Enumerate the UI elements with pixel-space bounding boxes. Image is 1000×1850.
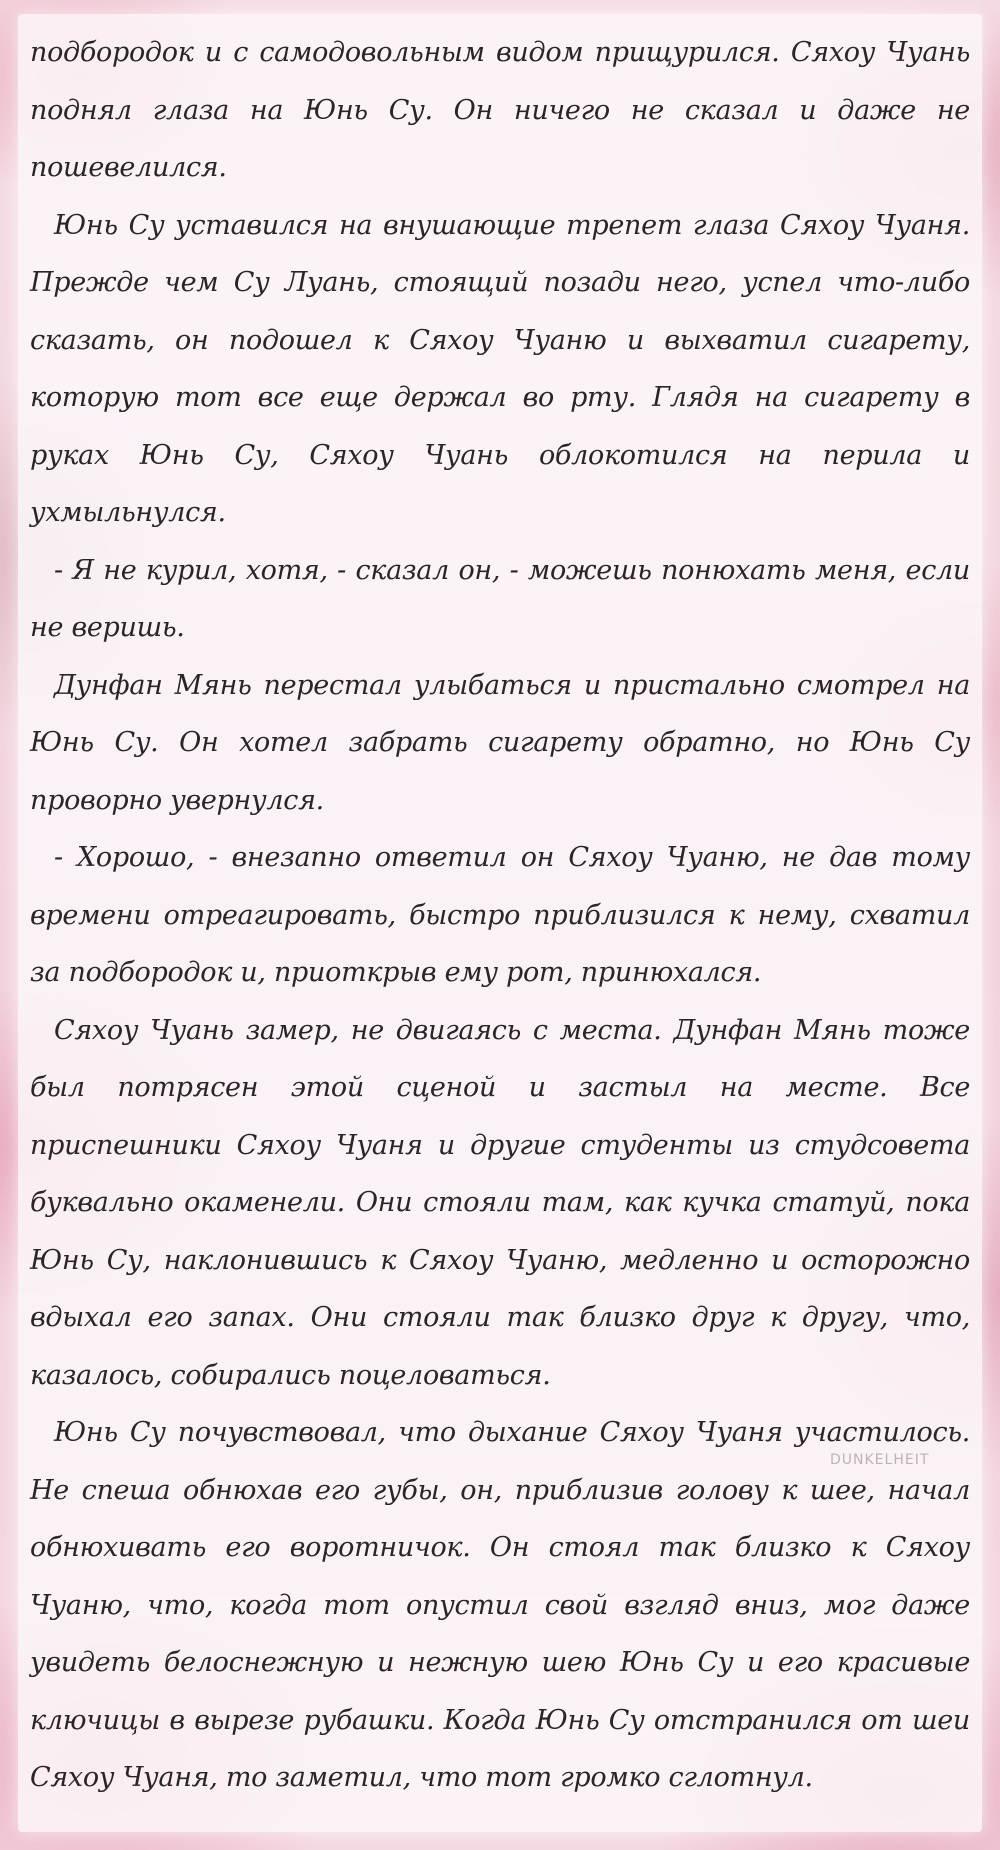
paragraph: Сяхоу Чуань замер, не двигаясь с места. Дунфан Мянь тоже был потрясен этой сценой и застыл на месте. Все приспешники Сяхоу Чуаня и другие студенты из студсовета буквально окаменели. Они стояли там, как кучка статуй, пока Юнь Су, наклонившись к Сяхоу Чуаню, медленно и осторожно вдыхал его запах. Они стояли так близко друг к другу, что, казалось, собирались поцеловаться. <box>30 1014 970 1391</box>
paragraph: Юнь Су уставился на внушающие трепет глаза Сяхоу Чуаня. Прежде чем Су Луань, стоящий позади него, успел что-либо сказать, он подошел к Сяхоу Чуаню и выхватил сигарету, которую тот все еще держал во рту. Глядя на сигарету в руках Юнь Су, Сяхоу Чуань облокотился на перила и ухмыльнулся. <box>30 209 970 528</box>
watermark: DUNKELHEIT <box>830 1452 930 1468</box>
paragraph: Юнь Су почувствовал, что дыхание Сяхоу Чуаня участилось. Не спеша обнюхав его губы, он, приблизив голову к шее, начал обнюхивать его воротничок. Он стоял так близко к Сяхоу Чуаню, что, когда тот опустил свой взгляд вниз, мог даже увидеть белоснежную и нежную шею Юнь Су и его красивые ключицы в вырезе рубашки. Когда Юнь Су отстранился от шеи Сяхоу Чуаня, то заметил, что тот громко сглотнул. <box>30 1417 970 1793</box>
paragraph: Дунфан Мянь перестал улыбаться и пристально смотрел на Юнь Су. Он хотел забрать сигарету обратно, но Юнь Су проворно увернулся. <box>30 669 970 816</box>
paragraph: - Я не курил, хотя, - сказал он, - можешь понюхать меня, если не веришь. <box>30 554 970 643</box>
paragraph: подбородок и с самодовольным видом прищурился. Сяхоу Чуань поднял глаза на Юнь Су. Он ничего не сказал и даже не пошевелился. <box>30 37 970 183</box>
story-text <box>30 24 970 1807</box>
paragraph: - Хорошо, - внезапно ответил он Сяхоу Чуаню, не дав тому времени отреагировать, быстро приблизился к нему, схватил за подбородок и, приоткрыв ему рот, принюхался. <box>30 842 970 988</box>
